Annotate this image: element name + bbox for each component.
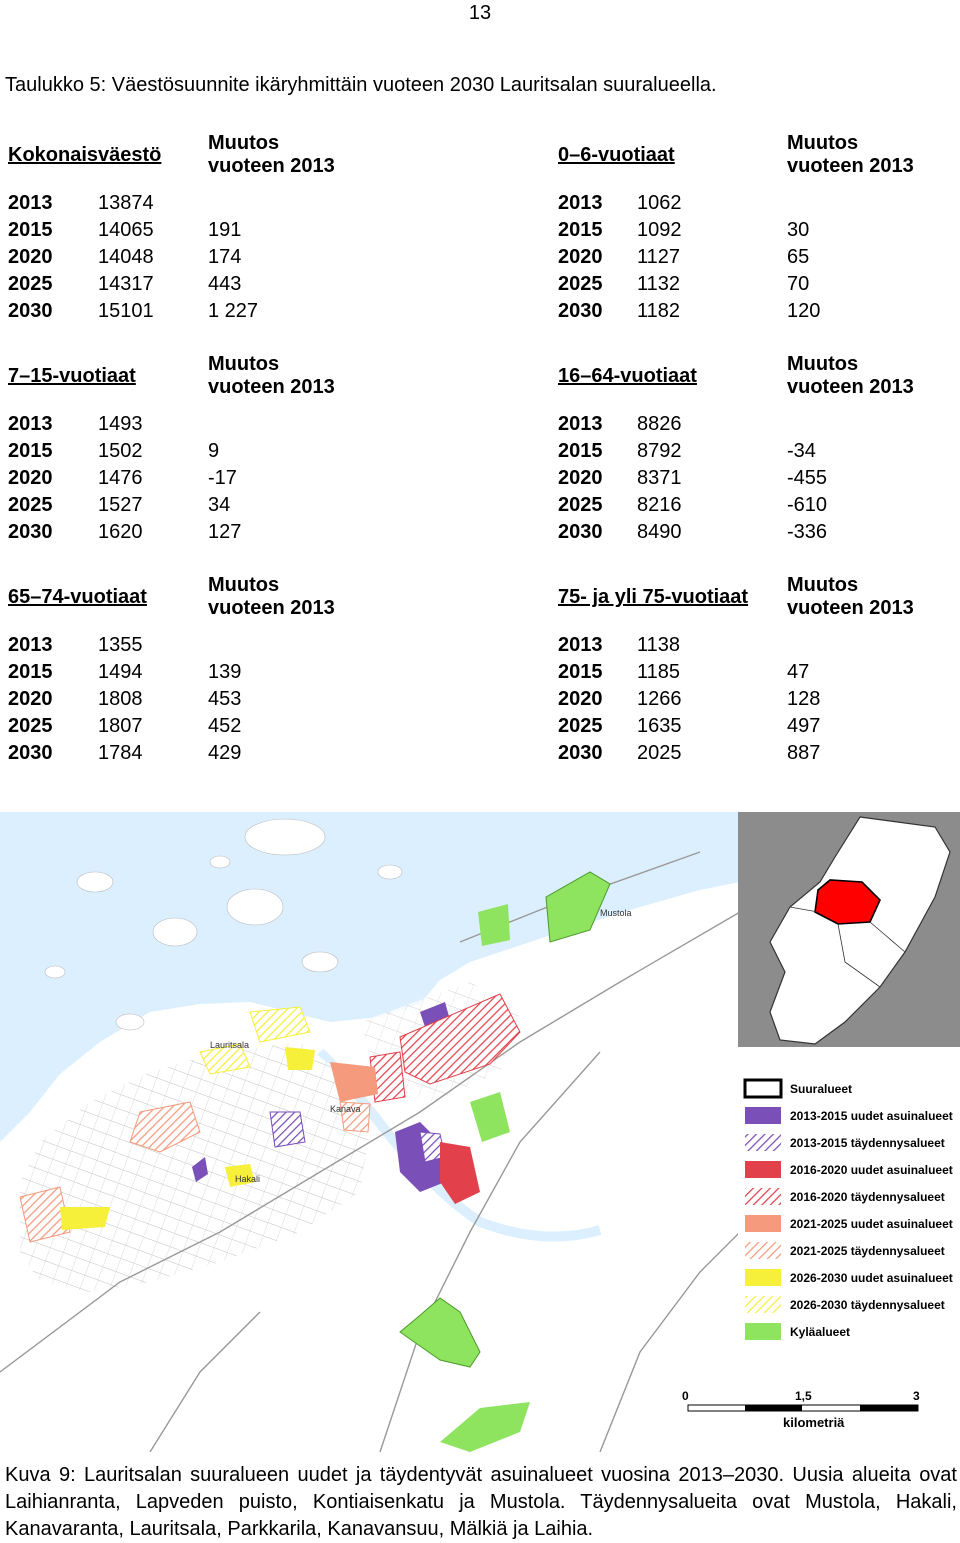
change-cell: 30 [787, 219, 810, 241]
table-row [555, 740, 960, 767]
year-cell: 2030 [8, 300, 53, 322]
year-cell: 2015 [558, 661, 603, 683]
inset-map [738, 812, 960, 1047]
year-cell: 2025 [558, 715, 603, 737]
year-cell: 2015 [8, 661, 53, 683]
year-cell: 2015 [8, 440, 53, 462]
value-cell: 14048 [98, 246, 154, 268]
year-cell: 2020 [558, 688, 603, 710]
change-cell: 887 [787, 742, 821, 764]
change-cell: -610 [787, 494, 828, 516]
svg-text:Mustola: Mustola [600, 908, 632, 918]
value-cell: 13874 [98, 192, 154, 214]
change-cell: 127 [208, 521, 242, 543]
value-cell: 8216 [637, 494, 682, 516]
year-cell: 2020 [8, 688, 53, 710]
year-cell: 2020 [8, 467, 53, 489]
year-cell: 2025 [558, 494, 603, 516]
change-cell: 191 [208, 219, 242, 241]
table-label: 16–64-vuotiaat [558, 365, 697, 387]
change-cell: 443 [208, 273, 242, 295]
table-row [555, 492, 960, 519]
map-legend [738, 1074, 960, 1349]
year-cell: 2013 [558, 413, 603, 435]
table-row [5, 713, 445, 740]
legend-label: 2013-2015 uudet asuinalueet [790, 1109, 953, 1123]
year-cell: 2025 [558, 273, 603, 295]
table-row [555, 217, 960, 244]
year-cell: 2020 [8, 246, 53, 268]
change-cell: 452 [208, 715, 242, 737]
change-cell: -455 [787, 467, 828, 489]
value-cell: 1476 [98, 467, 143, 489]
value-cell: 1635 [637, 715, 682, 737]
legend-label: 2013-2015 täydennysalueet [790, 1136, 945, 1150]
change-cell: 174 [208, 246, 242, 268]
table-caption: Taulukko 5: Väestösuunnite ikäryhmittäin vuoteen 2030 Lauritsalan suuralueella. [5, 74, 717, 96]
year-cell: 2030 [558, 300, 603, 322]
year-cell: 2025 [8, 494, 53, 516]
change-header: Muutos vuoteen 2013 [787, 132, 914, 177]
change-cell: 497 [787, 715, 821, 737]
table-row [5, 686, 445, 713]
table-row [555, 686, 960, 713]
table-rows [555, 632, 960, 767]
change-cell: 139 [208, 661, 242, 683]
value-cell: 8826 [637, 413, 682, 435]
value-cell: 1092 [637, 219, 682, 241]
legend-label: Kyläalueet [790, 1325, 851, 1339]
year-cell: 2013 [8, 413, 53, 435]
table-row [5, 659, 445, 686]
table-row [5, 244, 445, 271]
value-cell: 1182 [637, 300, 681, 322]
year-cell: 2025 [8, 715, 53, 737]
scale-tick-1: 1,5 [795, 1389, 812, 1403]
svg-text:Kanava: Kanava [330, 1104, 361, 1114]
table-rows [5, 190, 445, 325]
map-figure [0, 812, 960, 1452]
table-label: Kokonaisväestö [8, 144, 162, 166]
change-cell: 47 [787, 661, 810, 683]
legend-swatch [745, 1215, 781, 1232]
value-cell: 2025 [637, 742, 682, 764]
value-cell: 1355 [98, 634, 143, 656]
legend-swatch [745, 1323, 781, 1340]
year-cell: 2015 [558, 440, 603, 462]
table-row [5, 438, 445, 465]
value-cell: 14317 [98, 273, 154, 295]
change-cell: -34 [787, 440, 816, 462]
legend-swatch [745, 1080, 781, 1097]
change-header: Muutos vuoteen 2013 [787, 574, 914, 619]
table-row [5, 411, 445, 438]
value-cell: 1502 [98, 440, 143, 462]
table-row [5, 740, 445, 767]
legend-label: Suuralueet [790, 1082, 853, 1096]
table-row [5, 271, 445, 298]
change-cell: -336 [787, 521, 828, 543]
legend-label: 2021-2025 täydennysalueet [790, 1244, 945, 1258]
value-cell: 1127 [637, 246, 681, 268]
map-svg [0, 812, 960, 1452]
svg-text:Lauritsala: Lauritsala [210, 1040, 250, 1050]
change-cell: 1 227 [208, 300, 259, 322]
change-cell: 34 [208, 494, 231, 516]
year-cell: 2030 [558, 521, 603, 543]
year-cell: 2013 [8, 192, 53, 214]
table-rows [5, 411, 445, 546]
table-row [555, 713, 960, 740]
change-cell: 70 [787, 273, 810, 295]
table-row [555, 190, 960, 217]
table-row [555, 438, 960, 465]
table-label: 65–74-vuotiaat [8, 586, 147, 608]
table-rows [5, 632, 445, 767]
value-cell: 1493 [98, 413, 143, 435]
value-cell: 1527 [98, 494, 143, 516]
scale-unit: kilometriä [783, 1415, 845, 1430]
year-cell: 2013 [558, 634, 603, 656]
svg-text:Hakali: Hakali [235, 1174, 261, 1184]
page-number: 13 [468, 2, 492, 24]
change-header: Muutos vuoteen 2013 [208, 132, 335, 177]
legend-swatch [745, 1161, 781, 1178]
year-cell: 2020 [558, 467, 603, 489]
legend-swatch [745, 1188, 781, 1205]
value-cell: 1494 [98, 661, 143, 683]
change-cell: 9 [208, 440, 220, 462]
table-row [555, 244, 960, 271]
legend-swatch [745, 1296, 781, 1313]
table-row [555, 411, 960, 438]
change-cell: -17 [208, 467, 237, 489]
table-label: 0–6-vuotiaat [558, 144, 675, 166]
legend-label: 2026-2030 täydennysalueet [790, 1298, 945, 1312]
value-cell: 1808 [98, 688, 143, 710]
value-cell: 1807 [98, 715, 143, 737]
table-row [5, 492, 445, 519]
change-cell: 120 [787, 300, 821, 322]
change-cell: 429 [208, 742, 242, 764]
year-cell: 2030 [8, 742, 53, 764]
value-cell: 1138 [637, 634, 681, 656]
year-cell: 2013 [8, 634, 53, 656]
change-header: Muutos vuoteen 2013 [208, 353, 335, 398]
table-row [555, 659, 960, 686]
value-cell: 1062 [637, 192, 682, 214]
table-row [555, 465, 960, 492]
year-cell: 2025 [8, 273, 53, 295]
change-header: Muutos vuoteen 2013 [208, 574, 335, 619]
change-cell: 453 [208, 688, 242, 710]
table-label: 75- ja yli 75-vuotiaat [558, 586, 749, 608]
year-cell: 2013 [558, 192, 603, 214]
table-row [555, 298, 960, 325]
value-cell: 8371 [637, 467, 682, 489]
table-row [5, 465, 445, 492]
table-row [5, 632, 445, 659]
table-row [5, 519, 445, 546]
table-rows [555, 190, 960, 325]
change-cell: 65 [787, 246, 810, 268]
table-row [5, 190, 445, 217]
figure-caption: Kuva 9: Lauritsalan suuralueen uudet ja täydentyvät asuinalueet vuosina 2013–2030. Uusia alueita ovat Laihianranta, Lapveden puisto, Kontiaisenkatu ja Mustola. Täydennysalueita ovat Mustola, Hakali, Kanavaranta, Lauritsala, Parkkarila, Kanavansuu, Mälkiä ja Laihia. [5, 1464, 957, 1540]
table-label: 7–15-vuotiaat [8, 365, 136, 387]
table-rows [555, 411, 960, 546]
table-row [555, 519, 960, 546]
legend-label: 2016-2020 täydennysalueet [790, 1190, 945, 1204]
scale-tick-2: 3 [913, 1389, 920, 1403]
year-cell: 2030 [558, 742, 603, 764]
table-row [555, 632, 960, 659]
value-cell: 1266 [637, 688, 682, 710]
legend-label: 2026-2030 uudet asuinalueet [790, 1271, 953, 1285]
legend-swatch [745, 1269, 781, 1286]
table-row [555, 271, 960, 298]
value-cell: 1784 [98, 742, 143, 764]
table-row [5, 217, 445, 244]
year-cell: 2030 [8, 521, 53, 543]
legend-swatch [745, 1107, 781, 1124]
value-cell: 1185 [637, 661, 681, 683]
legend-swatch [745, 1134, 781, 1151]
legend-label: 2016-2020 uudet asuinalueet [790, 1163, 953, 1177]
year-cell: 2015 [8, 219, 53, 241]
legend-swatch [745, 1242, 781, 1259]
legend-label: 2021-2025 uudet asuinalueet [790, 1217, 953, 1231]
value-cell: 14065 [98, 219, 154, 241]
scale-tick-0: 0 [682, 1389, 689, 1403]
value-cell: 8490 [637, 521, 682, 543]
year-cell: 2020 [558, 246, 603, 268]
table-row [5, 298, 445, 325]
value-cell: 1620 [98, 521, 143, 543]
year-cell: 2015 [558, 219, 603, 241]
change-header: Muutos vuoteen 2013 [787, 353, 914, 398]
value-cell: 15101 [98, 300, 154, 322]
value-cell: 1132 [637, 273, 681, 295]
change-cell: 128 [787, 688, 821, 710]
value-cell: 8792 [637, 440, 682, 462]
